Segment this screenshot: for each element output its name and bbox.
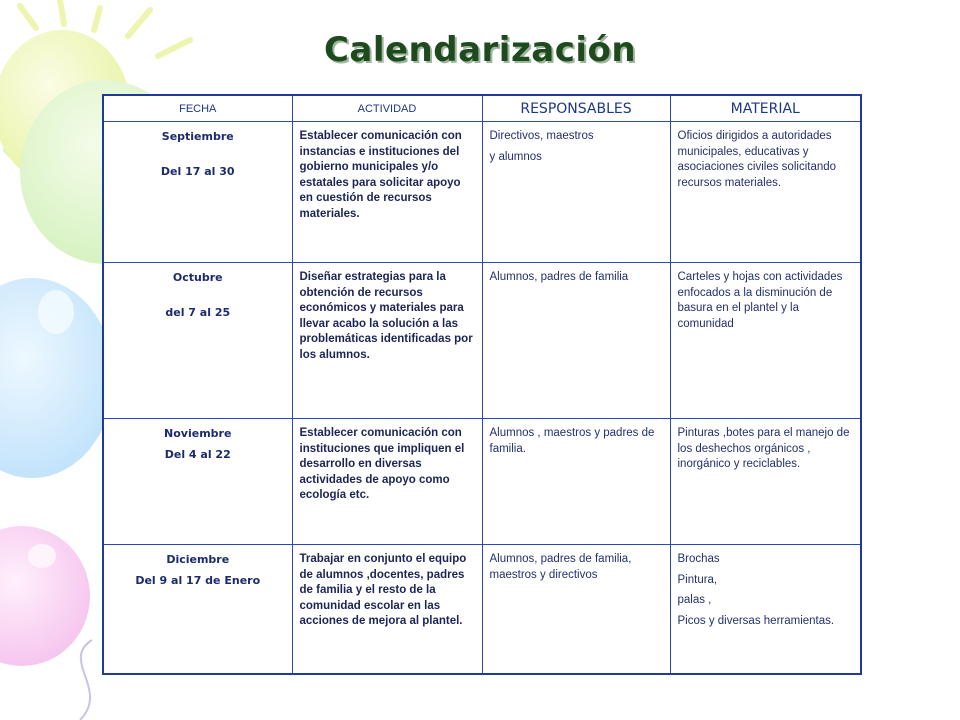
responsables-line: Directivos, maestros bbox=[489, 130, 594, 142]
date-cell bbox=[103, 263, 292, 419]
activity-cell: Establecer comunicación con instituciones que impliquen el desarrollo en diversas actividades de apoyo como ecología etc. bbox=[292, 419, 482, 545]
material-cell bbox=[670, 545, 861, 674]
material-cell bbox=[670, 419, 861, 545]
activity-cell: Trabajar en conjunto el equipo de alumnos ,docentes, padres de familia y el resto de la comunidad escolar en las acciones de mejora al plantel. bbox=[292, 545, 482, 674]
month-label: Diciembre bbox=[166, 553, 230, 566]
activity-cell: Diseñar estrategias para la obtención de recursos económicos y materiales para llevar acabo la solución a las problemáticas identificadas por los alumnos. bbox=[292, 263, 482, 419]
date-cell bbox=[103, 419, 292, 545]
table-row bbox=[103, 419, 861, 545]
material-line: Brochas bbox=[677, 553, 720, 565]
calendar-table bbox=[102, 94, 862, 675]
material-cell bbox=[670, 122, 861, 263]
material-line: Pintura, bbox=[677, 573, 718, 586]
table-row bbox=[103, 263, 861, 419]
responsables-cell bbox=[482, 419, 670, 545]
responsables-line: Alumnos, padres de familia, maestros y directivos bbox=[489, 553, 632, 581]
material-line: palas , bbox=[677, 594, 712, 606]
responsables-cell bbox=[482, 545, 670, 674]
responsables-line: Alumnos , maestros y padres de familia. bbox=[489, 427, 655, 455]
header-fecha: FECHA bbox=[103, 95, 292, 122]
material-line: Carteles y hojas con actividades enfocados a la disminución de basura en el plantel y la comunidad bbox=[677, 271, 843, 330]
date-range: Del 4 al 22 bbox=[164, 448, 231, 461]
responsables-line: Alumnos, padres de familia bbox=[489, 271, 629, 283]
date-range: Del 9 al 17 de Enero bbox=[135, 574, 261, 587]
material-line: Oficios dirigidos a autoridades municipales, educativas y asociaciones civiles solicitando recursos materiales. bbox=[677, 130, 837, 189]
date-cell bbox=[103, 122, 292, 263]
header-material: MATERIAL bbox=[670, 95, 861, 122]
material-cell bbox=[670, 263, 861, 419]
responsables-cell bbox=[482, 122, 670, 263]
header-responsables: RESPONSABLES bbox=[482, 95, 670, 122]
material-line: Picos y diversas herramientas. bbox=[677, 614, 835, 627]
responsables-line: y alumnos bbox=[489, 150, 542, 163]
date-range: Del 17 al 30 bbox=[160, 165, 235, 178]
header-actividad: ACTIVIDAD bbox=[292, 95, 482, 122]
month-label: Noviembre bbox=[164, 427, 232, 440]
material-line: Pinturas ,botes para el manejo de los deshechos orgánicos , inorgánico y reciclables. bbox=[677, 427, 850, 470]
responsables-cell bbox=[482, 263, 670, 419]
activity-cell: Establecer comunicación con instancias e instituciones del gobierno municipales y/o estatales para solicitar apoyo en cuestión de recursos materiales. bbox=[292, 122, 482, 263]
table-row bbox=[103, 122, 861, 263]
table-row bbox=[103, 545, 861, 674]
month-label: Octubre bbox=[172, 271, 223, 284]
date-range: del 7 al 25 bbox=[165, 306, 231, 319]
month-label: Septiembre bbox=[161, 130, 234, 143]
date-cell bbox=[103, 545, 292, 674]
header-row bbox=[103, 95, 861, 122]
page-title: Calendarización bbox=[323, 30, 637, 70]
